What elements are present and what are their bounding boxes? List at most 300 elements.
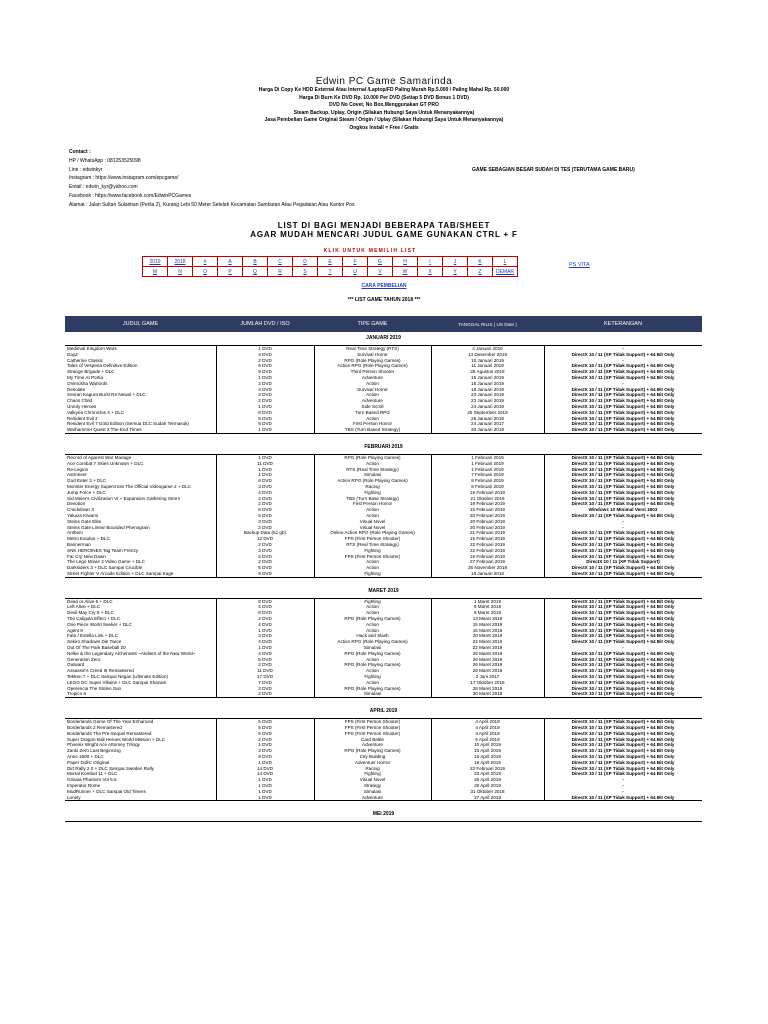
cell-tanggal: 27 April 2019 xyxy=(474,794,501,800)
letter-link[interactable]: DEMAR xyxy=(493,267,518,277)
column-divider xyxy=(544,455,545,577)
cell-judul: Devil May Cry 5 + DLC xyxy=(67,610,114,616)
cell-keterangan: DirectX 10 / 11 (XP Tidak Support) + 64 Bit Only xyxy=(571,363,675,369)
cell-jumlah: 6 DVD xyxy=(258,363,272,369)
letter-link[interactable]: Y xyxy=(443,267,468,277)
month-rows xyxy=(65,346,702,434)
column-divider xyxy=(314,599,315,698)
cell-judul: Tekken 7 + DLC Sampai Negan (Ultimate Edition) xyxy=(67,674,168,680)
column-divider xyxy=(544,599,545,698)
letter-link[interactable]: 2019 xyxy=(143,257,168,267)
cell-jumlah: 1 DVD xyxy=(258,472,272,478)
cell-jumlah: 1 DVD xyxy=(258,454,272,460)
letter-link[interactable]: V xyxy=(368,267,393,277)
cell-tanggal: 30 Maret 2019 xyxy=(472,691,503,697)
cell-jumlah: 2 DVD xyxy=(258,357,272,363)
cell-jumlah: 3 DVD xyxy=(258,633,272,639)
cell-judul: Desolate xyxy=(67,386,86,392)
col-tipe: TIPE GAME xyxy=(357,321,388,327)
month-header: MEI 2019 xyxy=(65,808,702,822)
cell-keterangan: DirectX 10 / 11 (XP Tidak Support) + 64 Bit Only xyxy=(571,421,675,427)
contact-email: Email : edwin_kyr@yahoo.com xyxy=(69,184,138,191)
cell-judul: Warhammer Quest 2 The End Times xyxy=(67,427,142,433)
month-rows xyxy=(65,455,702,578)
cell-tanggal: 15 Februari 2019 xyxy=(470,536,505,542)
month-rows xyxy=(65,599,702,699)
cell-keterangan: - xyxy=(622,645,624,651)
cell-keterangan: DirectX 10 / 11 (XP Tidak Support) + 64 Bit Only xyxy=(571,725,675,731)
cell-keterangan: DirectX 10 / 11 (XP Tidak Support) + 64 Bit Only xyxy=(571,547,675,553)
cell-tanggal: 21 Oktober 2016 xyxy=(470,495,505,501)
letter-link[interactable]: R xyxy=(268,267,293,277)
cell-judul: Dirt Rally 2.0 + DLC Sampai Sweden Rally xyxy=(67,765,154,771)
header-line: Harga Di Copy Ke HDD External Atau Internal /Laptop/FD Paling Murah Rp.5.000 / Paling Mahal Rp. 50.000 xyxy=(258,87,510,93)
cell-jumlah: 6 DVD xyxy=(258,507,272,513)
column-divider xyxy=(216,455,217,577)
cell-keterangan: DirectX 10 / 11 (XP Tidak Support) + 64 Bit Only xyxy=(571,478,675,484)
cell-keterangan: DirectX 10 / 11 (XP Tidak Support) + 64 Bit Only xyxy=(571,650,675,656)
cell-judul: Far Cry New Dawn xyxy=(67,553,106,559)
cell-keterangan: DirectX 10 / 11 (XP Tidak Support) + 64 Bit Only xyxy=(571,754,675,760)
contact-block xyxy=(69,148,469,210)
cell-tanggal: 16 April 2019 xyxy=(474,754,501,760)
cell-jumlah: 6 DVD xyxy=(258,478,272,484)
cell-jumlah: 2 DVD xyxy=(258,501,272,507)
cell-keterangan: DirectX 10 / 11 (XP Tidak Support) + 64 Bit Only xyxy=(571,679,675,685)
cell-tanggal: 5 April 2019 xyxy=(475,736,500,742)
cell-tanggal: 16 Februari 2019 xyxy=(470,553,505,559)
cell-tipe: Fighting xyxy=(364,598,381,604)
cell-tanggal: 23 Januari 2019 xyxy=(471,392,504,398)
cell-tanggal: 22 Februari 2019 xyxy=(470,547,505,553)
contact-facebook: Facebook : https://www.facebook.com/EdwinPCGames xyxy=(69,192,192,199)
cell-judul: Anno 1800 + DLC xyxy=(67,754,104,760)
cell-jumlah: 9 DVD xyxy=(258,754,272,760)
cell-tipe: Strategy xyxy=(363,783,382,788)
cell-tipe: Hack and Slash xyxy=(356,633,389,639)
column-divider xyxy=(314,346,315,433)
cell-keterangan: DirectX 10 / 11 (XP Tidak Support) + 64 Bit Only xyxy=(571,633,675,639)
cell-tipe: City Building xyxy=(359,754,386,760)
cell-jumlah: 1 DVD xyxy=(258,645,272,651)
cell-tanggal: 15 Maret 2019 xyxy=(472,621,503,627)
game-table xyxy=(65,332,702,1002)
cell-judul: Tropico 6 xyxy=(67,691,86,697)
cell-tanggal: 26 November 2018 xyxy=(467,565,508,571)
cell-judul: God Eater 3 + DLC xyxy=(67,478,107,484)
cell-tanggal: 4 April 2019 xyxy=(475,719,500,725)
cell-keterangan: - xyxy=(622,777,624,783)
cell-jumlah: 3 DVD xyxy=(258,518,272,524)
cell-keterangan: DirectX 10 / 11 (XP Tidak Support) + 64 Bit Only xyxy=(571,639,675,645)
letter-link[interactable]: C xyxy=(268,257,293,267)
cell-judul: The Caligula Effect + DLC xyxy=(67,616,121,622)
cell-jumlah: 1 DVD xyxy=(258,777,272,783)
cell-judul: Chaos Child xyxy=(67,398,93,404)
cell-judul: Jump Force + DLC xyxy=(67,489,106,495)
cell-jumlah: 6 DVD xyxy=(258,415,272,421)
cell-jumlah: 2 DVD xyxy=(258,541,272,547)
letter-link[interactable]: B xyxy=(243,257,268,267)
cell-tipe: Turn Based RPG xyxy=(355,409,390,415)
cell-tipe: RPG (Role Playing Games) xyxy=(344,650,401,656)
header-line: Jasa Pembelian Game Original Steam / Origin / Uplay (Silakan Hubungi Saya Untuk Menanyakannya) xyxy=(264,117,504,124)
cell-tanggal: 28 Maret 2019 xyxy=(472,685,503,691)
cell-judul: Onimusha Warlords xyxy=(67,380,108,386)
cell-jumlah: 8 DVD xyxy=(258,610,272,616)
cell-tanggal: 30 Januari 2019 xyxy=(471,427,504,433)
cell-keterangan: DirectX 10 / 11 (XP Tidak Support) + 64 Bit Only xyxy=(571,386,675,392)
page-title: Edwin PC Game Samarinda xyxy=(315,76,453,87)
psvita-link[interactable]: PS VITA xyxy=(569,262,590,268)
cell-keterangan: DirectX 10 / 11 (XP Tidak Support) + 64 Bit Only xyxy=(571,616,675,622)
cell-jumlah: 3 DVD xyxy=(258,748,272,754)
letter-link[interactable]: I xyxy=(418,257,443,267)
cell-keterangan: DirectX 10 / 11 (XP Tidak Support) + 64 Bit Only xyxy=(571,415,675,421)
cell-tanggal: 4 April 2019 xyxy=(475,725,500,731)
cell-tipe: RPG (Role Playing Games) xyxy=(344,616,401,622)
cell-jumlah: 3 DVD xyxy=(258,547,272,553)
cell-keterangan: DirectX 10 / 11 (XP Tidak Support) + 64 Bit Only xyxy=(571,748,675,754)
cell-jumlah: 1 DVD xyxy=(258,759,272,765)
cell-tipe: Survival Horror xyxy=(357,351,388,357)
cell-tipe: Action RPG (Role Playing Games) xyxy=(337,478,408,484)
cell-tipe: Visual Novel xyxy=(359,777,386,783)
cell-tipe: Racing xyxy=(365,483,380,489)
letter-link[interactable]: D xyxy=(293,257,318,267)
letter-nav xyxy=(142,256,518,277)
cell-tanggal: 13 Maret 2019 xyxy=(472,616,503,622)
cell-tipe: RPG (Role Playing Games) xyxy=(344,357,401,363)
cell-tipe: Action xyxy=(366,610,379,616)
letter-link[interactable]: F xyxy=(343,257,368,267)
cell-tipe: Adventure xyxy=(362,794,383,800)
cell-keterangan: DirectX 10 / 11 (XP Tidak Support) + 64 Bit Only xyxy=(571,512,675,518)
cell-tipe: Action xyxy=(366,627,379,633)
cell-tipe: Action RPG (Role Playing Games) xyxy=(337,639,408,645)
table-row xyxy=(65,427,702,433)
cell-tipe: Fighting xyxy=(364,771,381,777)
cell-tipe: Adventure xyxy=(362,374,383,380)
cell-tanggal: 24 Januari 2019 xyxy=(471,403,504,409)
cell-keterangan: DirectX 10 / 11 (XP Tidak Support) + 64 Bit Only xyxy=(571,742,675,748)
col-judul: JUDUL GAME xyxy=(122,321,159,327)
cell-tanggal: 11 Januari 2019 xyxy=(471,363,504,369)
cell-judul: Operencia The Stolen Sun xyxy=(67,685,122,691)
cell-tipe: Racing xyxy=(365,765,380,771)
cell-tipe: Simulasi xyxy=(363,691,382,697)
cell-jumlah: 3 DVD xyxy=(258,483,272,489)
cell-keterangan: DirectX 10 / 11 (XP Tidak Support) xyxy=(586,559,660,565)
cell-jumlah: 1 DVD xyxy=(258,627,272,633)
month-header: APRIL 2019 xyxy=(65,705,702,719)
column-divider xyxy=(431,455,432,577)
cell-keterangan: DirectX 10 / 11 (XP Tidak Support) + 64 Bit Only xyxy=(571,466,675,472)
cell-keterangan: DirectX 10 / 11 (XP Tidak Support) + 64 Bit Only xyxy=(571,662,675,668)
cell-jumlah: 9 DVD xyxy=(258,421,272,427)
cell-judul: Street Fighter V Arcade Edition + DLC Sampai Kage xyxy=(67,570,174,576)
cell-keterangan: DirectX 10 / 11 (XP Tidak Support) + 64 Bit Only xyxy=(571,759,675,765)
letter-link[interactable]: M xyxy=(143,267,168,277)
cell-keterangan: DirectX 10 / 11 (XP Tidak Support) + 64 Bit Only xyxy=(571,530,675,536)
cell-jumlah: 14 DVD xyxy=(256,771,274,777)
cell-jumlah: 2 DVD xyxy=(258,398,272,404)
contact-instagram: Instagram : https://www.instagram.com/epcgame/ xyxy=(69,175,179,182)
letter-link[interactable]: Z xyxy=(468,267,493,277)
letter-link[interactable]: S xyxy=(293,267,318,277)
table-row xyxy=(65,795,702,801)
column-divider xyxy=(216,346,217,433)
cell-tanggal: 20 Februari 2019 xyxy=(470,512,505,518)
cell-jumlah: 7 DVD xyxy=(258,679,272,685)
cell-jumlah: 8 DVD xyxy=(258,409,272,415)
cell-tanggal: 26 Maret 2019 xyxy=(472,650,503,656)
contact-line: Line : edwinkyr xyxy=(69,166,103,173)
letter-link[interactable]: # xyxy=(193,257,218,267)
cell-jumlah: 9 DVD xyxy=(258,570,272,576)
cell-jumlah: 2 DVD xyxy=(258,616,272,622)
list-title-line: LIST DI BAGI MENJADI BEBERAPA TAB/SHEET xyxy=(277,221,491,230)
letter-link[interactable]: J xyxy=(443,257,468,267)
letter-link[interactable]: X xyxy=(418,267,443,277)
column-divider xyxy=(431,719,432,800)
cell-judul: The Lego Movie 2 Video Game + DLC xyxy=(67,559,145,565)
cell-keterangan: DirectX 10 / 11 (XP Tidak Support) + 64 Bit Only xyxy=(571,736,675,742)
cell-keterangan: - xyxy=(622,357,624,363)
cell-tipe: RTS (Real Time Strategy) xyxy=(346,466,399,472)
cell-keterangan: - xyxy=(622,380,624,386)
cell-keterangan: - xyxy=(622,518,624,524)
col-keterangan: KETERANGAN xyxy=(604,321,642,327)
cell-jumlah: 4 DVD xyxy=(258,604,272,610)
cell-tanggal: 6 Maret 2019 xyxy=(473,604,502,610)
cara-pembelian-link[interactable]: CARA PEMBELIAN xyxy=(361,283,407,289)
cell-tanggal: 15 Januari 2019 xyxy=(471,374,504,380)
cell-tipe: Action xyxy=(366,621,379,627)
letter-link[interactable]: H xyxy=(393,257,418,267)
cell-keterangan: DirectX 10 / 11 (XP Tidak Support) + 64 Bit Only xyxy=(571,668,675,674)
cell-tanggal: 1 Februari 2019 xyxy=(471,454,504,460)
cell-tanggal: 22 Februari 2019 xyxy=(470,765,505,771)
cell-keterangan: DirectX 10 / 11 (XP Tidak Support) + 64 Bit Only xyxy=(571,374,675,380)
col-tanggal: TANGGAL RILIS ( US Date ) xyxy=(458,321,517,327)
cell-judul: Unruly Heroes xyxy=(67,403,97,409)
cell-tipe: First Person Horror xyxy=(352,501,393,507)
letter-link[interactable]: T xyxy=(318,267,343,277)
month-header: FEBRUARI 2019 xyxy=(65,441,702,455)
cell-tipe: Card Battle xyxy=(361,736,384,742)
cell-tipe: Adventure xyxy=(362,398,383,404)
cell-keterangan: DirectX 10 / 11 (XP Tidak Support) + 64 Bit Only xyxy=(571,610,675,616)
letter-link[interactable]: L xyxy=(493,257,518,267)
cell-tipe: Action xyxy=(366,604,379,610)
cell-tanggal: 28 Agustus 2018 xyxy=(470,369,505,375)
letter-link[interactable]: U xyxy=(343,267,368,277)
cell-jumlah: 11 DVD xyxy=(257,460,273,466)
header-line: Ongkos Install = Free / Gratis xyxy=(349,124,419,131)
cell-judul: Sekiro Shadows Die Twice xyxy=(67,639,122,645)
cell-keterangan: DirectX 10 / 11 (XP Tidak Support) + 64 Bit Only xyxy=(571,454,675,460)
cell-jumlah: 3 DVD xyxy=(258,685,272,691)
cell-jumlah: 1 DVD xyxy=(258,783,272,788)
cell-tanggal: 14 Desember 2018 xyxy=(467,351,508,357)
table-header xyxy=(65,316,702,332)
cell-jumlah: 1 DVD xyxy=(258,403,272,409)
cell-keterangan: - xyxy=(622,788,624,794)
cell-tipe: FPS (First Person Shooter) xyxy=(344,536,401,542)
cell-tanggal: 15 Februari 2019 xyxy=(470,489,505,495)
cell-judul: Devotion xyxy=(67,501,86,507)
header-line: DVD No Cover, No Box,Menggunakan GT PRO xyxy=(329,102,439,109)
cell-jumlah: 1 DVD xyxy=(258,788,272,794)
cell-tipe: Action xyxy=(366,415,379,421)
cell-judul: Borderlands Game Of The Year Enhanced xyxy=(67,719,154,725)
cell-tipe: RPG (Role Playing Games) xyxy=(344,748,401,754)
month-gap xyxy=(65,578,702,585)
cell-tanggal: 20 Februari 2019 xyxy=(470,524,505,530)
cell-tanggal: 16 Januari 2018 xyxy=(471,570,504,576)
cell-keterangan: DirectX 10 / 11 (XP Tidak Support) + 64 Bit Only xyxy=(571,621,675,627)
cell-jumlah: 2 DVD xyxy=(258,736,272,742)
cell-jumlah: 4 DVD xyxy=(258,495,272,501)
cell-tanggal: 10 Januari 2019 xyxy=(471,357,504,363)
cell-keterangan: DirectX 10 / 11 (XP Tidak Support) + 64 Bit Only xyxy=(571,674,675,680)
letter-link[interactable]: A xyxy=(218,257,243,267)
cell-judul: Borderlands The Pre-Sequel Remastered xyxy=(67,730,152,736)
cell-tipe: FPS (First Person Shooter) xyxy=(344,725,401,731)
contact-heading: Contact : xyxy=(69,149,91,155)
cell-jumlah: 2 DVD xyxy=(258,380,272,386)
cell-jumlah: 1 DVD xyxy=(258,794,272,800)
cell-tipe: Simulasi xyxy=(363,472,382,478)
cell-jumlah: 4 DVD xyxy=(258,351,272,357)
cell-keterangan: DirectX 10 / 11 (XP Tidak Support) + 64 Bit Only xyxy=(571,501,675,507)
cell-keterangan: DirectX 10 / 11 (XP Tidak Support) + 64 Bit Only xyxy=(571,409,675,415)
cell-tanggal: 31 Oktober 2018 xyxy=(470,788,505,794)
cell-tipe: FPS (First Person Shooter) xyxy=(344,730,401,736)
cell-tanggal: 1 Maret 2019 xyxy=(473,598,502,604)
cell-judul: Outward xyxy=(67,662,85,668)
year-label: *** LIST GAME TAHUN 2018 *** xyxy=(347,297,421,303)
letter-link[interactable]: 2018 xyxy=(168,257,193,267)
cell-tipe: Survival Horror xyxy=(357,386,388,392)
cell-judul: Record of Agarest War Mariage xyxy=(67,454,132,460)
cell-judul: LEGO DC Super Villains + DLC Sampai Shazam xyxy=(67,679,167,685)
letter-link[interactable]: P xyxy=(218,267,243,277)
month-rows xyxy=(65,719,702,801)
cell-judul: Mortal Kombat 11 + DLC xyxy=(67,771,118,777)
cell-judul: Ace Combat 7 Skies Unknown + DLC xyxy=(67,460,144,466)
cell-keterangan: DirectX 10 / 11 (XP Tidak Support) + 64 Bit Only xyxy=(571,627,675,633)
letter-link[interactable]: W xyxy=(393,267,418,277)
contact-address: Alamat : Jalan Sultan Sulaiman (Perlia 2), Kurang Lebi 50 Meter Setelah Kecamatan Sambutan Atau Pegadaian Atau Kantor Pos xyxy=(69,201,355,208)
cell-judul: Bannerman xyxy=(67,541,91,547)
cell-jumlah: 8 DVD xyxy=(258,598,272,604)
cell-jumlah: 2 DVD xyxy=(258,559,272,565)
cell-keterangan: DirectX 10 / 11 (XP Tidak Support) + 64 Bit Only xyxy=(571,565,675,571)
list-title-line: AGAR MUDAH MENCARI JUDUL GAME GUNAKAN CTRL + F xyxy=(250,229,518,239)
cell-keterangan: DirectX 10 / 11 (XP Tidak Support) + 64 Bit Only xyxy=(571,570,675,576)
cell-keterangan: DirectX 10 / 11 (XP Tidak Support) + 64 Bit Only xyxy=(571,691,675,697)
cell-keterangan: - xyxy=(622,346,624,351)
header-info xyxy=(0,87,768,133)
cell-tipe: Fighting xyxy=(364,570,381,576)
cell-judul: Grisaia Phantom Vol 5.5 xyxy=(67,777,117,783)
cell-judul: Tales of Vesperia Definitive Edition xyxy=(67,363,138,369)
cell-keterangan: DirectX 10 / 11 (XP Tidak Support) + 64 Bit Only xyxy=(571,656,675,662)
cell-keterangan: DirectX 10 / 11 (XP Tidak Support) + 64 Bit Only xyxy=(571,598,675,604)
header-line: Harga Di Burn Ke DVD Rp. 10.000 Per DVD (Setiap 5 DVD Bonus 1 DVD) xyxy=(299,94,469,101)
cell-judul: Borderlands 2 Remastered xyxy=(67,725,122,731)
cell-jumlah: 5 DVD xyxy=(258,512,272,518)
cell-tipe: FPS (First Person Shooter) xyxy=(344,553,401,559)
cell-tanggal: 15 Januari 2019 xyxy=(471,380,504,386)
cell-tanggal: 10 April 2019 xyxy=(474,742,501,748)
header-line: Steam Backup, Uplay, Origin (Silakan Hubungi Saya Untuk Menanyakannya) xyxy=(293,109,475,116)
cell-judul: Senran Kagura Burst Re:Newal + DLC xyxy=(67,392,146,398)
cell-keterangan: DirectX 10 / 11 (XP Tidak Support) + 64 Bit Only xyxy=(571,719,675,725)
cell-keterangan: Windows 10 Minimal Versi 1803 xyxy=(588,507,658,513)
cell-keterangan: DirectX 10 / 11 (XP Tidak Support) + 64 Bit Only xyxy=(571,369,675,375)
cell-tipe: Action xyxy=(366,507,379,513)
cell-jumlah: 5 DVD xyxy=(258,553,272,559)
cell-keterangan: - xyxy=(622,783,624,788)
cell-jumlah: 5 DVD xyxy=(258,656,272,662)
cell-jumlah: 14 DVD xyxy=(256,765,274,771)
cell-judul: Paper Dolls: Original xyxy=(67,759,110,765)
cell-tanggal: 10 April 2019 xyxy=(474,748,501,754)
cell-judul: Out Of The Park Baseball 20 xyxy=(67,645,126,651)
month-gap xyxy=(65,434,702,441)
letter-link[interactable]: G xyxy=(368,257,393,267)
cell-tipe: Side Scroll xyxy=(361,403,384,409)
cell-judul: Steins Gate Linear Bounded Phenogram xyxy=(67,524,150,530)
cell-tanggal: 8 Februari 2019 xyxy=(471,483,504,489)
letter-link[interactable]: K xyxy=(468,257,493,267)
cell-keterangan: DirectX 10 / 11 (XP Tidak Support) + 64 Bit Only xyxy=(571,483,675,489)
cell-tanggal: 27 Februari 2019 xyxy=(470,559,505,565)
column-divider xyxy=(544,719,545,800)
cell-tipe: Action RPG (Role Playing Games) xyxy=(337,363,408,369)
letter-link[interactable]: Q xyxy=(243,267,268,277)
cell-keterangan: DirectX 10 / 11 (XP Tidak Support) + 64 Bit Only xyxy=(571,541,675,547)
cell-judul: My Time At Portia xyxy=(67,374,103,380)
column-divider xyxy=(431,599,432,698)
letter-link[interactable]: O xyxy=(193,267,218,277)
letter-link[interactable]: N xyxy=(168,267,193,277)
cell-keterangan: DirectX 10 / 11 (XP Tidak Support) + 64 Bit Only xyxy=(571,403,675,409)
cell-tanggal: 22 Februari 2019 xyxy=(470,541,505,547)
cell-jumlah: 1 DVD xyxy=(258,742,272,748)
cell-judul: Catherine Classic xyxy=(67,357,103,363)
cell-judul: Resident Evil 2 xyxy=(67,415,98,421)
cell-tipe: RPG (Role Playing Games) xyxy=(344,685,401,691)
cell-tanggal: 8 Maret 2019 xyxy=(473,610,502,616)
table-row xyxy=(65,571,702,577)
cell-tipe: Real Time Strategy (RTS) xyxy=(346,346,399,351)
cell-tipe: FPS (First Person Shooter) xyxy=(344,719,401,725)
cell-tipe: Action xyxy=(366,380,379,386)
month-gap xyxy=(65,801,702,808)
cell-tanggal: 1 Februari 2019 xyxy=(471,466,504,472)
letter-link[interactable]: E xyxy=(318,257,343,267)
cell-keterangan: DirectX 10 / 11 (XP Tidak Support) + 64 Bit Only xyxy=(571,730,675,736)
cell-tipe: RPG (Role Playing Games) xyxy=(344,454,401,460)
cell-jumlah: 2 DVD xyxy=(258,524,272,530)
cell-judul: DayZ xyxy=(67,351,78,357)
cell-tanggal: 25 Januari 2019 xyxy=(471,415,504,421)
cell-keterangan: DirectX 10 / 11 (XP Tidak Support) + 64 Bit Only xyxy=(571,398,675,404)
